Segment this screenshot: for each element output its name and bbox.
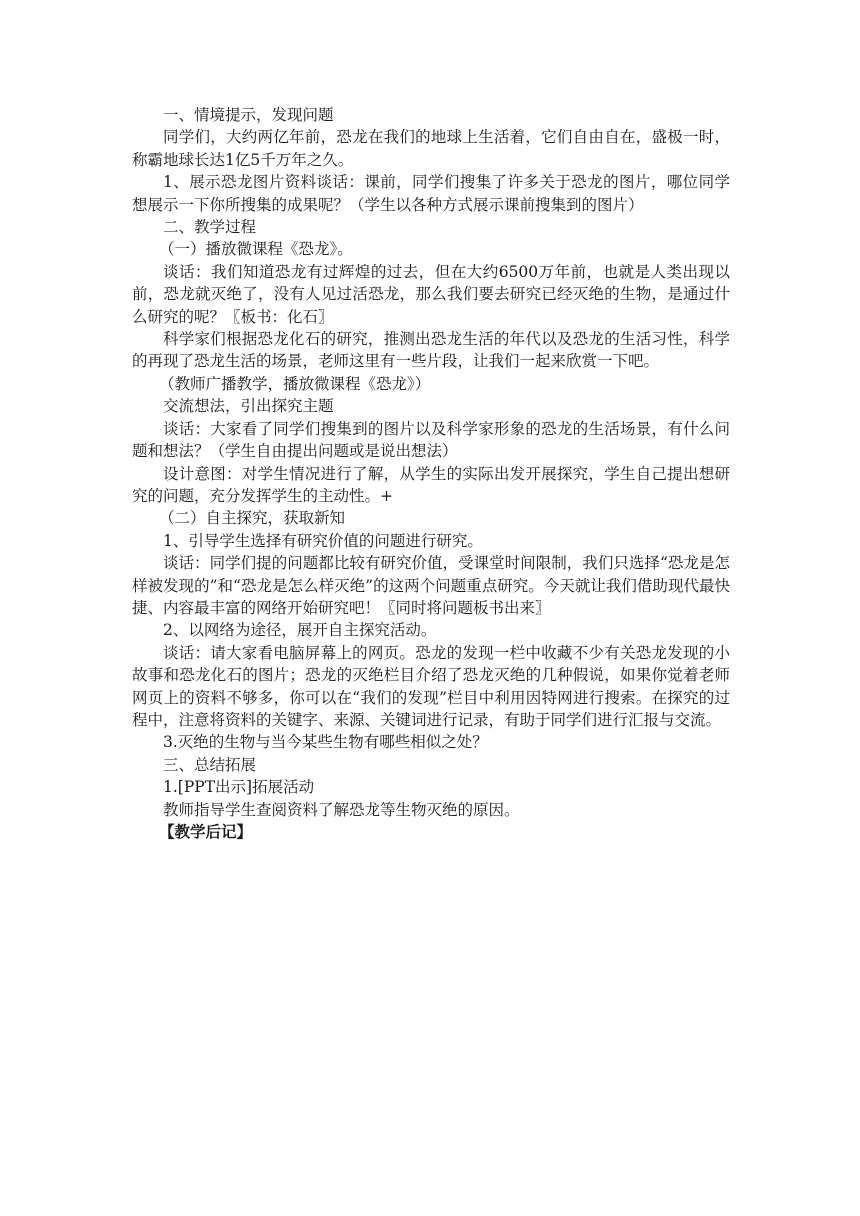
paragraph-scientists: 科学家们根据恐龙化石的研究，推测出恐龙生活的年代以及恐龙的生活习性，科学的再现了恐龙生活的场景，老师这里有一些片段，让我们一起来欣赏一下吧。 (132, 330, 730, 371)
paragraph-guide-students: 1、引导学生选择有研究价值的问题进行研究。 (163, 531, 483, 550)
teaching-notes-heading: 【教学后记】 (159, 822, 253, 841)
paragraph-teacher-guide: 教师指导学生查阅资料了解恐龙等生物灭绝的原因。 (163, 800, 520, 819)
paragraph-similarities: 3.灭绝的生物与当今某些生物有哪些相似之处？ (163, 733, 488, 752)
paragraph-talk-research: 谈话：同学们提的问题都比较有研究价值，受课堂时间限制，我们只选择“恐龙是怎样被发现的”和“恐龙是怎么样灭绝”的这两个问题重点研究。今天就让我们借助现代最快捷、内容最丰富的网络开始研究吧！〖同时将问题板书出来〗 (132, 554, 730, 617)
paragraph-talk-questions: 谈话：大家看了同学们搜集到的图片以及科学家形象的恐龙的生活场景，有什么问题和想法？（学生自由提出问题或是说出想法） (132, 419, 730, 461)
section-heading-1: 一、情境提示，发现问题 (163, 106, 334, 124)
paragraph-broadcast: （教师广播教学，播放微课程《恐龙》） (159, 374, 431, 393)
paragraph-network-approach: 2、以网络为途径，展开自主探究活动。 (163, 621, 437, 640)
section-heading-3: 三、总结拓展 (163, 755, 257, 774)
paragraph-talk-webpage: 谈话：请大家看电脑屏幕上的网页。恐龙的发现一栏中收藏不少有关恐龙发现的小故事和恐龙化石的图片；恐龙的灭绝栏目介绍了恐龙灭绝的几种假说，如果你觉着老师网页上的资料不够多，你可以在“我们的发现”栏目中利用因特网进行搜索。在探究的过程中，注意将资料的关键字、来源、关键词进行记录，有助于同学们进行汇报与交流。 (132, 643, 730, 729)
paragraph-intro: 同学们，大约两亿年前，恐龙在我们的地球上生活着，它们自由自在，盛极一时，称霸地球长达1亿5千万年之久。 (132, 128, 730, 169)
paragraph-talk-extinction: 谈话：我们知道恐龙有过辉煌的过去，但在大约6500万年前，也就是人类出现以前，恐龙就灭绝了，没有人见过活恐龙，那么我们要去研究已经灭绝的生物，是通过什么研究的呢？〖板书：化石〗 (132, 262, 730, 326)
paragraph-show-pictures: 1、展示恐龙图片资料谈话：课前，同学们搜集了许多关于恐龙的图片，哪位同学想展示一下你所搜集的成果呢？（学生以各种方式展示课前搜集到的图片） (132, 173, 730, 214)
paragraph-design-intent: 设计意图：对学生情况进行了解，从学生的实际出发开展探究，学生自己提出想研究的问题，充分发挥学生的主动性。+ (132, 464, 730, 505)
section-heading-2: 二、教学过程 (163, 218, 257, 237)
paragraph-exchange-ideas: 交流想法，引出探究主题 (163, 397, 334, 416)
document-body (132, 104, 730, 843)
subsection-heading-1: （一）播放微课程《恐龙》。 (159, 240, 353, 259)
subsection-heading-2: （二）自主探究，获取新知 (159, 509, 346, 528)
paragraph-ppt-activity: 1.[PPT出示]拓展活动 (163, 778, 315, 797)
